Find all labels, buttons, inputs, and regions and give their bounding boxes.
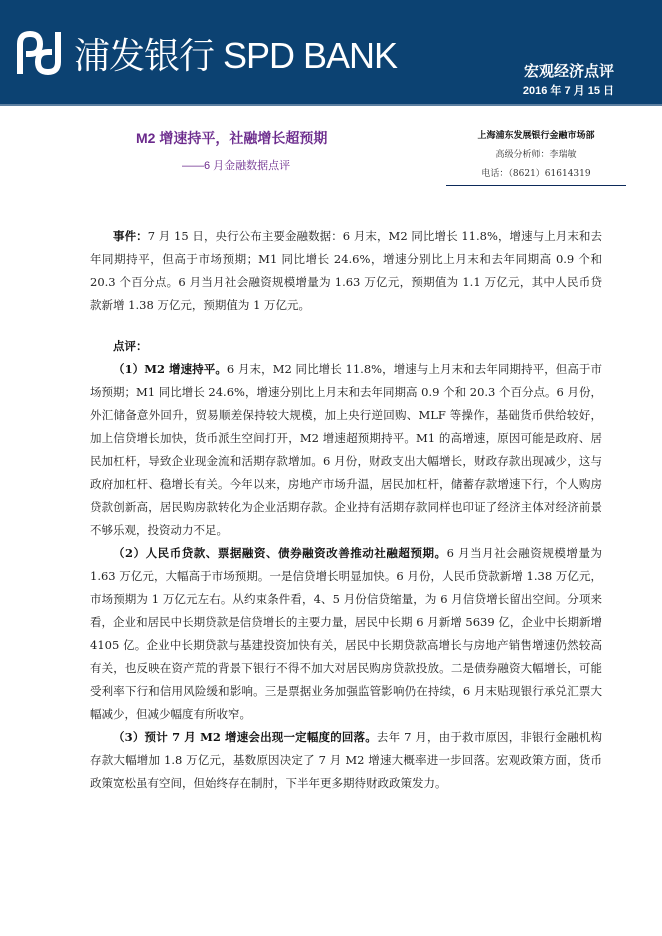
- event-section: [90, 225, 602, 317]
- point-paragraph: [90, 542, 602, 726]
- event-paragraph: [90, 225, 602, 317]
- point-paragraph: [90, 726, 602, 795]
- report-title: M2 增速持平，社融增长超预期: [136, 130, 328, 146]
- review-section: [90, 335, 602, 795]
- point-heading: （1）M2 增速持平。: [113, 362, 227, 376]
- point-heading: （3）预计 7 月 M2 增速会出现一定幅度的回落。: [113, 730, 377, 744]
- point-text: 6 月当月社会融资规模增量为 1.63 万亿元，大幅高于市场预期。一是信贷增长明显加快。6 月份，人民币贷款新增 1.38 万亿元，市场预期为 1 万亿元左右。从约束条件看，4、5 月份信贷缩量，为 6 月信贷增长留出空间。分项来看，企业和居民中长期贷款是信贷增长的主要力量，居民中长期 6 月新增 5639 亿，企业中长期新增 4105 亿。企业中长期贷款与基建投资加快有关，居民中长期贷款高增长与房地产销售增速仍然较高有关，也反映在资产荒的背景下银行不得不加大对居民购房贷款投放。二是债券融资大幅增长，可能受利率下行和信用风险缓和影响。三是票据业务加强监管影响仍在持续，6 月末贴现银行承兑汇票大幅减少，但减少幅度有所收窄。: [90, 546, 602, 721]
- brand-name: 浦发银行 SPD BANK: [74, 35, 398, 76]
- point-heading: （2）人民币贷款、票据融资、债券融资改善推动社融超预期。: [113, 546, 447, 560]
- analyst: 高级分析师：李瑞敏: [495, 150, 577, 160]
- event-text: 7 月 15 日，央行公布主要金融数据：6 月末，M2 同比增长 11.8%，增速与上月末和去年同期持平，但高于市场预期；M1 同比增长 24.6%，增速分别比上月末和去年同期高 0.9 个和 20.3 个百分点。6 月当月社会融资规模增量为 1.63 万亿元，预期值为 1.1 万亿元，其中人民币贷款新增 1.38 万亿元，预期值为 1 万亿元。: [90, 229, 603, 312]
- spd-bank-logo-icon: [16, 30, 62, 76]
- report-date: 2016 年 7 月 15 日: [522, 85, 614, 97]
- point-text: 去年 7 月，由于救市原因，非银行金融机构存款大幅增加 1.8 万亿元，基数原因决定了 7 月 M2 增速大概率进一步回落。宏观政策方面，货币政策宽松虽有空间，但始终存在制肘，下半年更多期待财政政策发力。: [90, 730, 602, 790]
- report-subtitle: ——6 月金融数据点评: [182, 160, 291, 172]
- review-label-text: 点评：: [113, 339, 148, 353]
- phone: 电话：（8621）61614319: [481, 169, 591, 179]
- report-type: 宏观经济点评: [523, 63, 614, 80]
- report-header: [0, 0, 662, 106]
- department: 上海浦东发展银行金融市场部: [477, 131, 595, 141]
- point-paragraph: [90, 358, 602, 542]
- review-label: [90, 335, 602, 358]
- divider: [446, 185, 626, 186]
- event-label: 事件：: [113, 229, 148, 243]
- point-text: 6 月末，M2 同比增长 11.8%，增速与上月末和去年同期持平，但高于市场预期；M1 同比增长 24.6%，增速分别比上月末和去年同期高 0.9 个和 20.3 个百分点。6 月份，外汇储备意外回升，贸易顺差保持较大规模，加上央行逆回购、MLF 等操作，基础货币供给较好，加上信贷增长加快，货币派生空间打开，M2 增速超预期持平。M1 的高增速，原因可能是政府、居民加杠杆，导致企业现金流和活期存款增加。6 月份，财政支出大幅增长，财政存款出现减少，这与政府加杠杆、稳增长有关。今年以来，房地产市场升温，居民加杠杆，储蓄存款增速下行，个人购房贷款创新高，居民购房款转化为企业活期存款。企业持有活期存款同样也印证了经济主体对经济前景不够乐观，投资动力不足。: [90, 362, 602, 537]
